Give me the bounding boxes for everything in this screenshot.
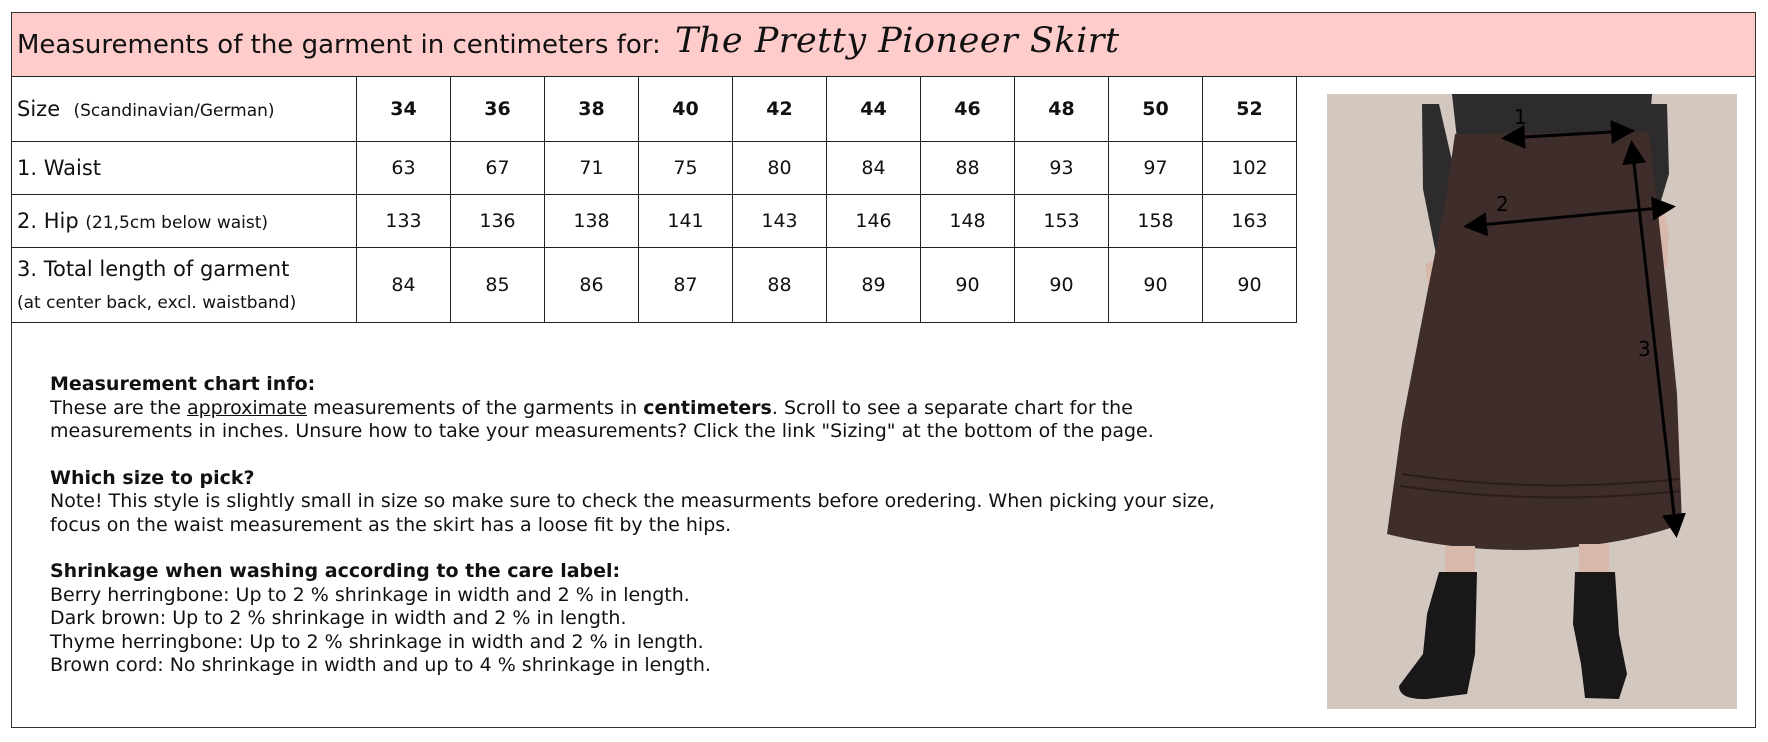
skirt-illustration: [1327, 94, 1737, 709]
skirt-model-photo: [1327, 94, 1737, 709]
table-cell: 84: [827, 142, 921, 195]
size-cell: 42: [733, 77, 827, 142]
table-cell: 75: [639, 142, 733, 195]
table-cell: 93: [1015, 142, 1109, 195]
length-row-header: [12, 248, 357, 323]
waist-row-header: 1. Waist: [12, 142, 357, 195]
chart-info-pre: These are the: [50, 396, 187, 419]
hip-row: [12, 195, 1297, 248]
chart-info-text: [50, 397, 1250, 421]
table-cell: 102: [1203, 142, 1297, 195]
shrinkage-line: Dark brown: Up to 2 % shrinkage in width and 2 % in length.: [50, 607, 627, 629]
table-cell: 136: [451, 195, 545, 248]
size-pick-line2: focus on the waist measurement as the skirt has a loose fit by the hips.: [50, 513, 732, 536]
table-cell: 90: [921, 248, 1015, 323]
shrinkage-line: Thyme herringbone: Up to 2 % shrinkage in width and 2 % in length.: [50, 630, 704, 653]
right-leg: [1579, 544, 1609, 574]
size-label-note: (Scandinavian/German): [73, 101, 275, 121]
table-cell: 163: [1203, 195, 1297, 248]
table-cell: 88: [921, 142, 1015, 195]
table-cell: 71: [545, 142, 639, 195]
size-pick-line1: Note! This style is slightly small in size so make sure to check the measurments before oredering. When picking your size,: [50, 490, 1215, 512]
table-cell: 90: [1015, 248, 1109, 323]
table-cell: 138: [545, 195, 639, 248]
table-cell: 133: [357, 195, 451, 248]
hip-label-note: (21,5cm below waist): [85, 213, 269, 233]
table-cell: 153: [1015, 195, 1109, 248]
left-leg: [1445, 546, 1475, 576]
size-cell: 46: [921, 77, 1015, 142]
size-pick-block: [50, 467, 1250, 538]
table-cell: 86: [545, 248, 639, 323]
size-cell: 38: [545, 77, 639, 142]
table-cell: 97: [1109, 142, 1203, 195]
chart-info-heading: Measurement chart info:: [50, 373, 316, 395]
header-bar: [11, 12, 1756, 77]
size-cell: 40: [639, 77, 733, 142]
size-cell: 52: [1203, 77, 1297, 142]
header-title: Measurements of the garment in centimeters for:: [17, 30, 661, 60]
length-label: 3. Total length of garment: [17, 257, 290, 281]
marker-label-3: 3: [1638, 337, 1651, 361]
table-cell: 63: [357, 142, 451, 195]
table-cell: 146: [827, 195, 921, 248]
table-cell: 89: [827, 248, 921, 323]
size-cell: 50: [1109, 77, 1203, 142]
table-cell: 87: [639, 248, 733, 323]
table-cell: 158: [1109, 195, 1203, 248]
chart-info-line2: measurements in inches. Unsure how to take your measurements? Click the link "Sizing" at the bottom of the page.: [50, 420, 1154, 442]
length-label-note: (at center back, excl. waistband): [17, 293, 297, 313]
shrinkage-line: Berry herringbone: Up to 2 % shrinkage in width and 2 % in length.: [50, 583, 690, 606]
size-row-header: [12, 77, 357, 142]
hip-row-header: [12, 195, 357, 248]
chart-info-post: . Scroll to see a separate chart for the: [771, 396, 1133, 419]
marker-label-2: 2: [1496, 192, 1509, 216]
chart-info-mid: measurements of the garments in: [306, 396, 644, 419]
size-row: [12, 77, 1297, 142]
table-cell: 90: [1109, 248, 1203, 323]
table-cell: 90: [1203, 248, 1297, 323]
centimeters-word: centimeters: [643, 396, 772, 419]
hip-label: 2. Hip: [17, 209, 79, 233]
size-table: [11, 76, 1297, 323]
marker-label-1: 1: [1514, 105, 1527, 129]
shrinkage-block: [50, 560, 1250, 678]
table-cell: 141: [639, 195, 733, 248]
table-cell: 80: [733, 142, 827, 195]
info-section: [50, 373, 1250, 701]
table-cell: 148: [921, 195, 1015, 248]
shrinkage-line: Brown cord: No shrinkage in width and up to 4 % shrinkage in length.: [50, 654, 711, 676]
table-cell: 143: [733, 195, 827, 248]
table-cell: 84: [357, 248, 451, 323]
size-cell: 48: [1015, 77, 1109, 142]
table-cell: 85: [451, 248, 545, 323]
length-row: [12, 248, 1297, 323]
size-label: Size: [17, 97, 61, 121]
approximate-word: approximate: [186, 396, 307, 419]
size-cell: 34: [357, 77, 451, 142]
size-cell: 44: [827, 77, 921, 142]
table-cell: 88: [733, 248, 827, 323]
table-cell: 67: [451, 142, 545, 195]
chart-info-block: [50, 373, 1250, 444]
waist-row: [12, 142, 1297, 195]
shrinkage-heading: Shrinkage when washing according to the care label:: [50, 560, 621, 582]
size-pick-heading: Which size to pick?: [50, 466, 255, 489]
size-cell: 36: [451, 77, 545, 142]
product-name: The Pretty Pioneer Skirt: [675, 21, 1120, 61]
